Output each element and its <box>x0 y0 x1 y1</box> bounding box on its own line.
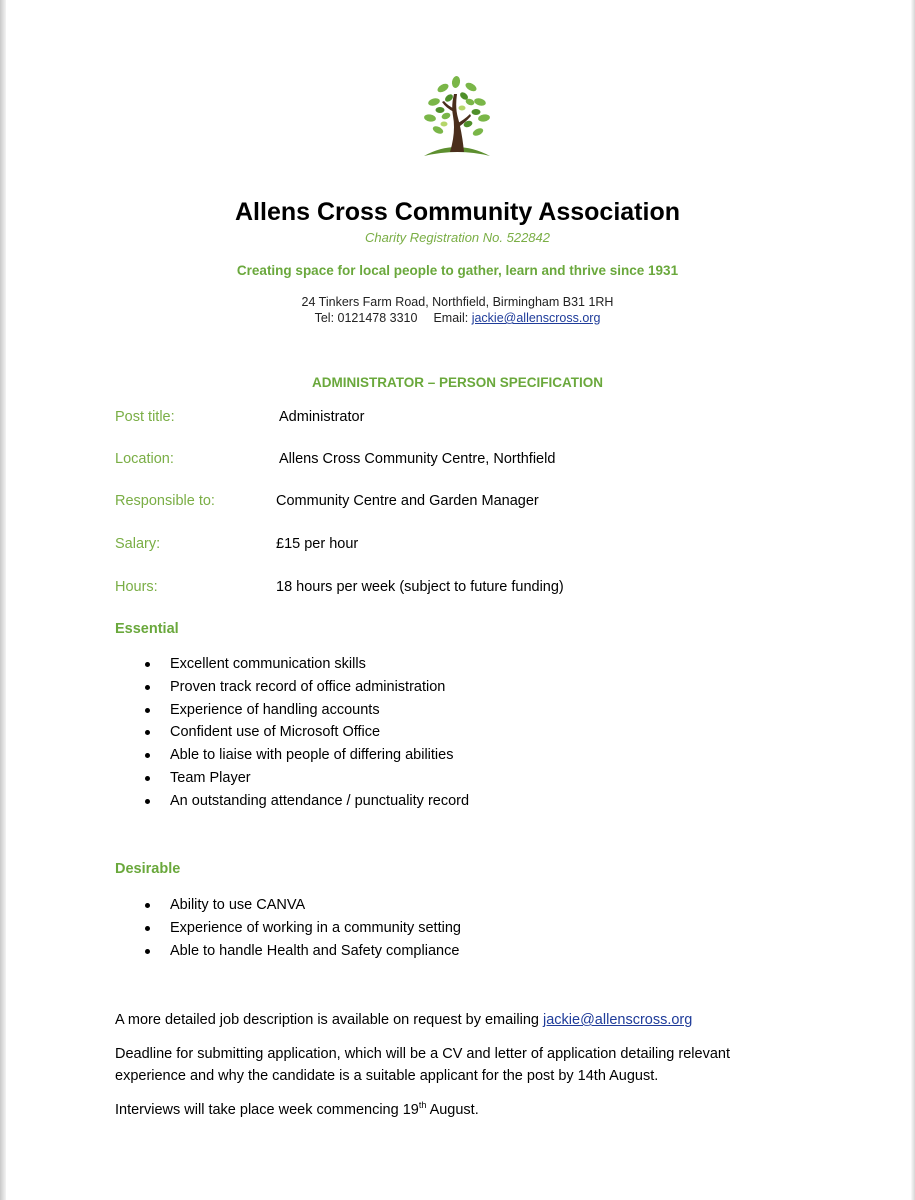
deadline-paragraph: Deadline for submitting application, which will be a CV and letter of application detailing relevant experience and why the candidate is a suitable applicant for the post by 14th August. <box>115 1046 730 1084</box>
salary-label: Salary: <box>115 536 161 552</box>
header-email-link[interactable]: jackie@allenscross.org <box>471 311 601 325</box>
list-item: Proven track record of office administration <box>145 676 469 699</box>
responsible-to-value: Community Centre and Garden Manager <box>276 493 539 509</box>
tagline: Creating space for local people to gather, learn and thrive since 1931 <box>236 263 679 278</box>
job-description-text: A more detailed job description is available on request by emailing <box>115 1012 539 1028</box>
interviews-paragraph <box>115 1099 795 1121</box>
footer-email-link[interactable]: jackie@allenscross.org <box>543 1012 693 1028</box>
charity-registration: Charity Registration No. 522842 <box>365 230 550 245</box>
list-item: Able to liaise with people of differing abilities <box>145 744 469 767</box>
responsible-to-label: Responsible to: <box>115 493 215 509</box>
interviews-text: Interviews will take place week commencing 19 <box>115 1102 419 1118</box>
address: 24 Tinkers Farm Road, Northfield, Birmingham B31 1RH <box>301 295 614 309</box>
page-edge-right <box>911 0 915 1200</box>
email-label: Email: <box>433 311 469 325</box>
list-item: Excellent communication skills <box>145 653 469 676</box>
org-name: Allens Cross Community Association <box>235 198 680 226</box>
list-item: Ability to use CANVA <box>145 894 461 917</box>
post-title-label: Post title: <box>115 409 175 425</box>
interviews-superscript: th <box>418 1100 427 1111</box>
telephone: Tel: 0121478 3310 <box>314 311 418 325</box>
location-value: Allens Cross Community Centre, Northfield <box>279 451 556 467</box>
location-label: Location: <box>115 451 174 467</box>
list-item: Confident use of Microsoft Office <box>145 721 469 744</box>
list-item: An outstanding attendance / punctuality record <box>145 790 469 813</box>
post-title-value: Administrator <box>279 409 365 425</box>
essential-heading: Essential <box>115 621 179 637</box>
hours-label: Hours: <box>115 579 158 595</box>
desirable-heading: Desirable <box>115 861 181 877</box>
hours-value: 18 hours per week (subject to future funding) <box>276 579 564 595</box>
desirable-list <box>145 894 461 962</box>
spec-title: ADMINISTRATOR – PERSON SPECIFICATION <box>311 375 604 390</box>
list-item: Experience of handling accounts <box>145 699 469 722</box>
interviews-text-end: August. <box>426 1102 479 1118</box>
tree-logo-icon <box>416 72 498 164</box>
list-item: Able to handle Health and Safety compliance <box>145 940 461 963</box>
salary-value: £15 per hour <box>276 536 359 552</box>
page-edge-left <box>0 0 6 1200</box>
contact-line <box>0 311 915 325</box>
list-item: Team Player <box>145 767 469 790</box>
job-description-paragraph <box>115 1009 795 1031</box>
list-item: Experience of working in a community setting <box>145 917 461 940</box>
essential-list <box>145 653 469 813</box>
